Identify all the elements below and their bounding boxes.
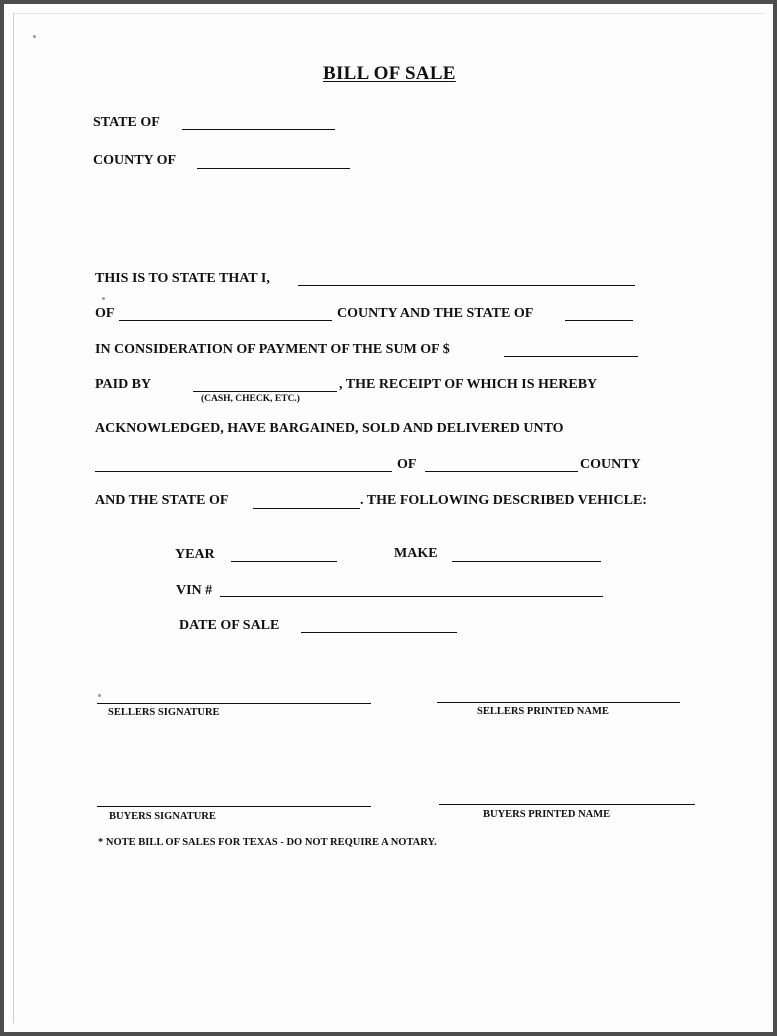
year-label: YEAR bbox=[175, 547, 215, 562]
and-state-of-label: AND THE STATE OF bbox=[95, 493, 229, 508]
buyers-printed-name-line[interactable] bbox=[439, 804, 695, 805]
buyers-signature-line[interactable] bbox=[97, 806, 371, 807]
buyers-printed-name-label: BUYERS PRINTED NAME bbox=[483, 809, 611, 820]
sum-blank[interactable] bbox=[504, 356, 638, 357]
sellers-signature-label: SELLERS SIGNATURE bbox=[108, 707, 220, 718]
vin-label: VIN # bbox=[176, 583, 213, 598]
payment-method-hint: (CASH, CHECK, ETC.) bbox=[201, 394, 300, 404]
scan-speck bbox=[98, 694, 101, 697]
county-and-state-label: COUNTY AND THE STATE OF bbox=[337, 306, 534, 321]
make-label: MAKE bbox=[394, 546, 438, 561]
notary-note: * NOTE BILL OF SALES FOR TEXAS - DO NOT REQUIRE A NOTARY. bbox=[98, 837, 437, 848]
statement-label: THIS IS TO STATE THAT I, bbox=[95, 271, 270, 286]
county-of-label: COUNTY OF bbox=[93, 153, 177, 168]
state-of-blank[interactable] bbox=[182, 129, 335, 130]
sellers-printed-name-label: SELLERS PRINTED NAME bbox=[477, 706, 609, 717]
of-label-2: OF bbox=[397, 457, 417, 472]
year-blank[interactable] bbox=[231, 561, 337, 562]
seller-name-blank[interactable] bbox=[298, 285, 635, 286]
acknowledged-label: ACKNOWLEDGED, HAVE BARGAINED, SOLD AND DELIVERED UNTO bbox=[95, 421, 564, 436]
make-blank[interactable] bbox=[452, 561, 601, 562]
seller-state-blank[interactable] bbox=[565, 320, 633, 321]
county-label: COUNTY bbox=[580, 457, 641, 472]
document-title: BILL OF SALE bbox=[323, 63, 456, 84]
buyer-county-blank[interactable] bbox=[425, 471, 578, 472]
paid-by-label: PAID BY bbox=[95, 377, 152, 392]
receipt-label: , THE RECEIPT OF WHICH IS HEREBY bbox=[339, 377, 598, 392]
of-label: OF bbox=[95, 306, 115, 321]
payment-method-blank[interactable] bbox=[193, 391, 337, 392]
date-of-sale-blank[interactable] bbox=[301, 632, 457, 633]
scan-speck bbox=[102, 297, 105, 300]
buyers-signature-label: BUYERS SIGNATURE bbox=[109, 811, 216, 822]
consideration-label: IN CONSIDERATION OF PAYMENT OF THE SUM OF $ bbox=[95, 342, 450, 357]
vin-blank[interactable] bbox=[220, 596, 603, 597]
state-of-label: STATE OF bbox=[93, 115, 160, 130]
sellers-printed-name-line[interactable] bbox=[437, 702, 680, 703]
scan-speck bbox=[33, 35, 36, 38]
buyer-state-blank[interactable] bbox=[253, 508, 360, 509]
buyer-name-blank[interactable] bbox=[95, 471, 392, 472]
described-vehicle-label: . THE FOLLOWING DESCRIBED VEHICLE: bbox=[360, 493, 647, 508]
sellers-signature-line[interactable] bbox=[97, 703, 371, 704]
county-of-blank[interactable] bbox=[197, 168, 350, 169]
date-of-sale-label: DATE OF SALE bbox=[179, 618, 280, 633]
seller-county-blank[interactable] bbox=[119, 320, 332, 321]
